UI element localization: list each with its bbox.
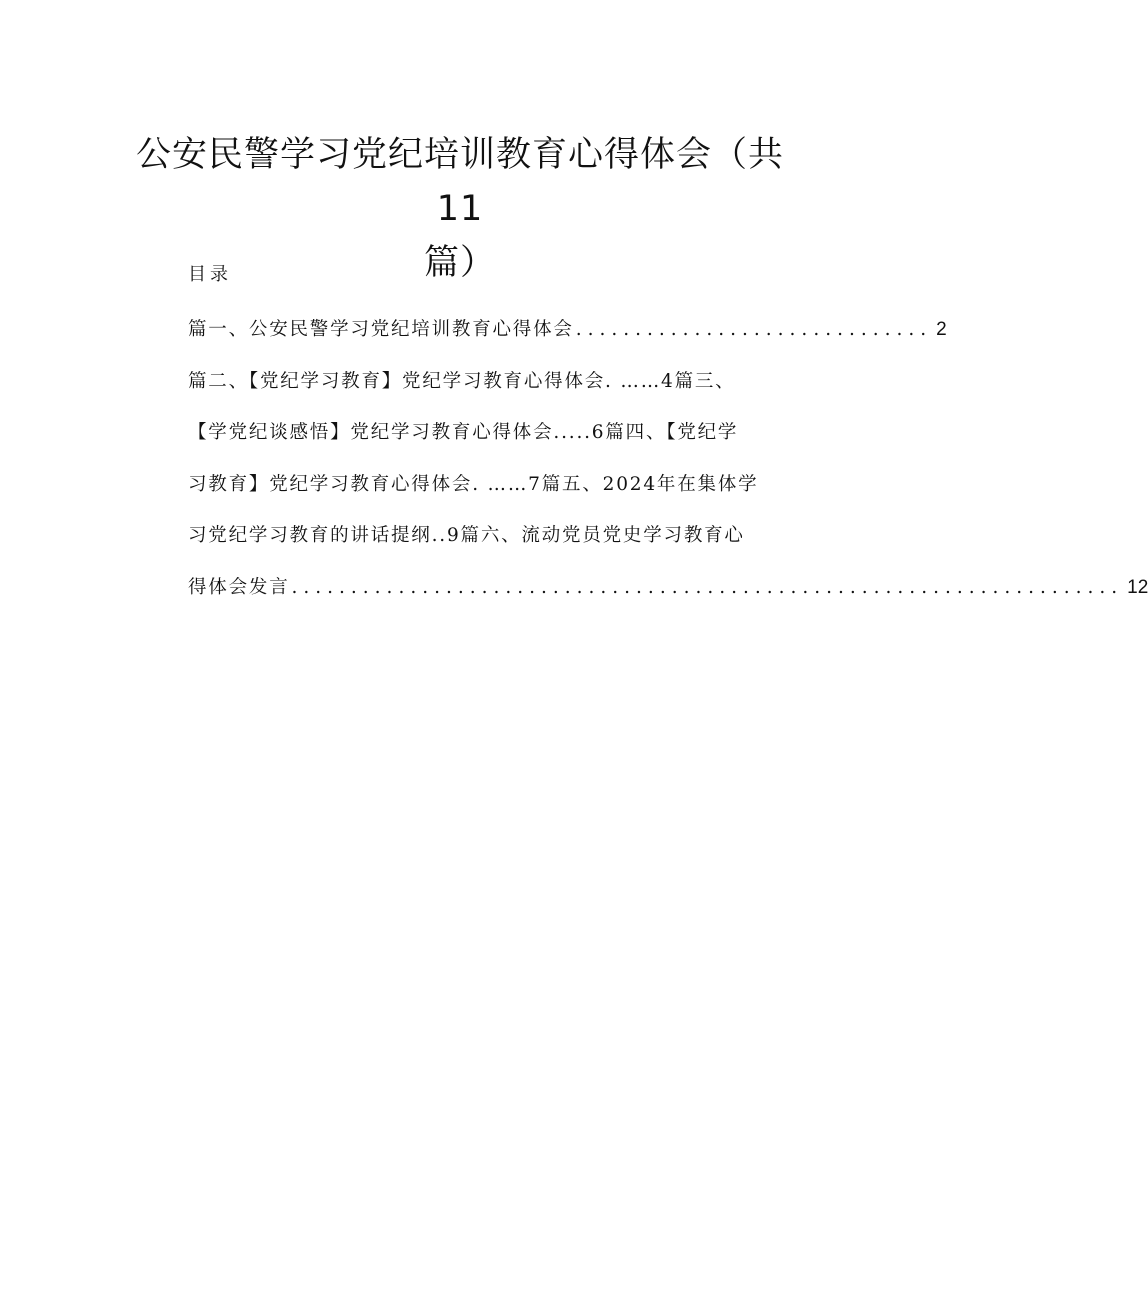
toc-entry-text: 篇二、【党纪学习教育】党纪学习教育心得体会. ……4篇三、 [188, 370, 736, 392]
toc-entry-text: 习党纪学习教育的讲话提纲..9篇六、流动党员党史学习教育心 [188, 525, 745, 546]
toc-page-number: 2 [936, 319, 947, 340]
table-of-contents [188, 304, 1148, 613]
toc-page-number: 12 [1127, 576, 1148, 598]
toc-entry[interactable] [188, 510, 780, 562]
toc-entry[interactable] [188, 304, 947, 356]
toc-entry[interactable] [188, 356, 780, 408]
toc-entry-text: 习教育】党纪学习教育心得体会. ……7篇五、2024年在集体学 [188, 473, 759, 495]
toc-entry[interactable] [188, 407, 780, 459]
toc-entry-text: 篇一、公安民警学习党纪培训教育心得体会 [188, 319, 574, 340]
title-line-2: 篇） [423, 243, 496, 283]
toc-dot-leader: .............................. [575, 319, 933, 340]
title-line-1: 公安民警学习党纪培训教育心得体会（共11 [135, 135, 784, 229]
toc-heading: 目录 [188, 264, 232, 285]
toc-entry[interactable] [188, 459, 780, 511]
toc-entry-text: 得体会发言 [188, 576, 290, 598]
toc-entry-text: 【学党纪谈感悟】党纪学习教育心得体会.....6篇四、【党纪学 [188, 422, 739, 443]
toc-dot-leader: ...................................................................... [291, 576, 1124, 598]
toc-entry[interactable] [188, 562, 1148, 614]
